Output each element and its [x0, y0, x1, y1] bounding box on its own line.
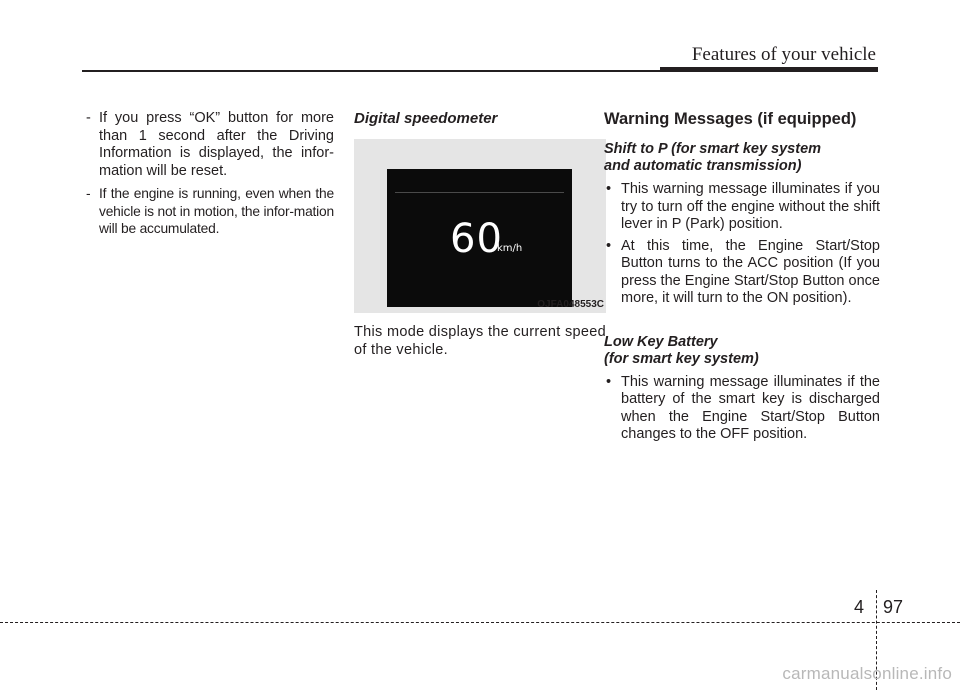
footer-rule	[0, 622, 960, 623]
digital-display	[387, 169, 572, 307]
list-item: • This warning message illuminates if you try to turn off the engine without the shift lever in P (Park) position.	[604, 181, 880, 234]
speedometer-figure	[354, 139, 606, 313]
dash-list	[82, 110, 334, 238]
section-title: Digital speedometer	[354, 110, 498, 127]
column-middle	[354, 110, 606, 359]
list-item: • At this time, the Engine Start/Stop Button turns to the ACC position (If you press the Engine Start/Stop Button once more, it will turn to the ON position).	[604, 238, 880, 308]
chapter-number: 4	[854, 597, 865, 617]
list-item: - If you press “OK” button for more than 1 second after the Driving Information is displayed, the infor-mation will be reset.	[82, 110, 334, 180]
section-header-title: Features of your vehicle	[691, 44, 876, 65]
figure-code: OJFA048553C	[537, 299, 604, 310]
display-divider	[395, 192, 564, 193]
sub-heading-line: and automatic transmission)	[604, 158, 802, 174]
header-rule-accent	[660, 67, 878, 72]
body-text: This mode displays the current speed of the vehicle.	[354, 324, 606, 358]
speed-unit: km/h	[497, 243, 523, 254]
section-heading: Warning Messages (if equipped)	[604, 110, 857, 128]
list-item: - If the engine is running, even when the vehicle is not in motion, the infor-mation will be accumulated.	[82, 185, 334, 238]
list-item: • This warning message illuminates if the battery of the smart key is discharged when the Engine Start/Stop Button changes to the OFF position.	[604, 374, 880, 444]
speed-value: 60	[450, 216, 503, 262]
sub-heading-line: Low Key Battery	[604, 333, 718, 350]
column-left	[82, 110, 334, 243]
bullet-list	[604, 374, 880, 444]
sub-heading-line: (for smart key system)	[604, 350, 759, 367]
sub-heading-line: Shift to P (for smart key system	[604, 141, 822, 157]
column-right	[604, 110, 880, 448]
sub-heading-shift-to-p	[604, 141, 880, 175]
bullet-list	[604, 181, 880, 308]
page-number: 97	[883, 597, 904, 617]
sub-heading-low-key-battery	[604, 334, 880, 368]
watermark: carmanualsonline.info	[782, 664, 952, 683]
